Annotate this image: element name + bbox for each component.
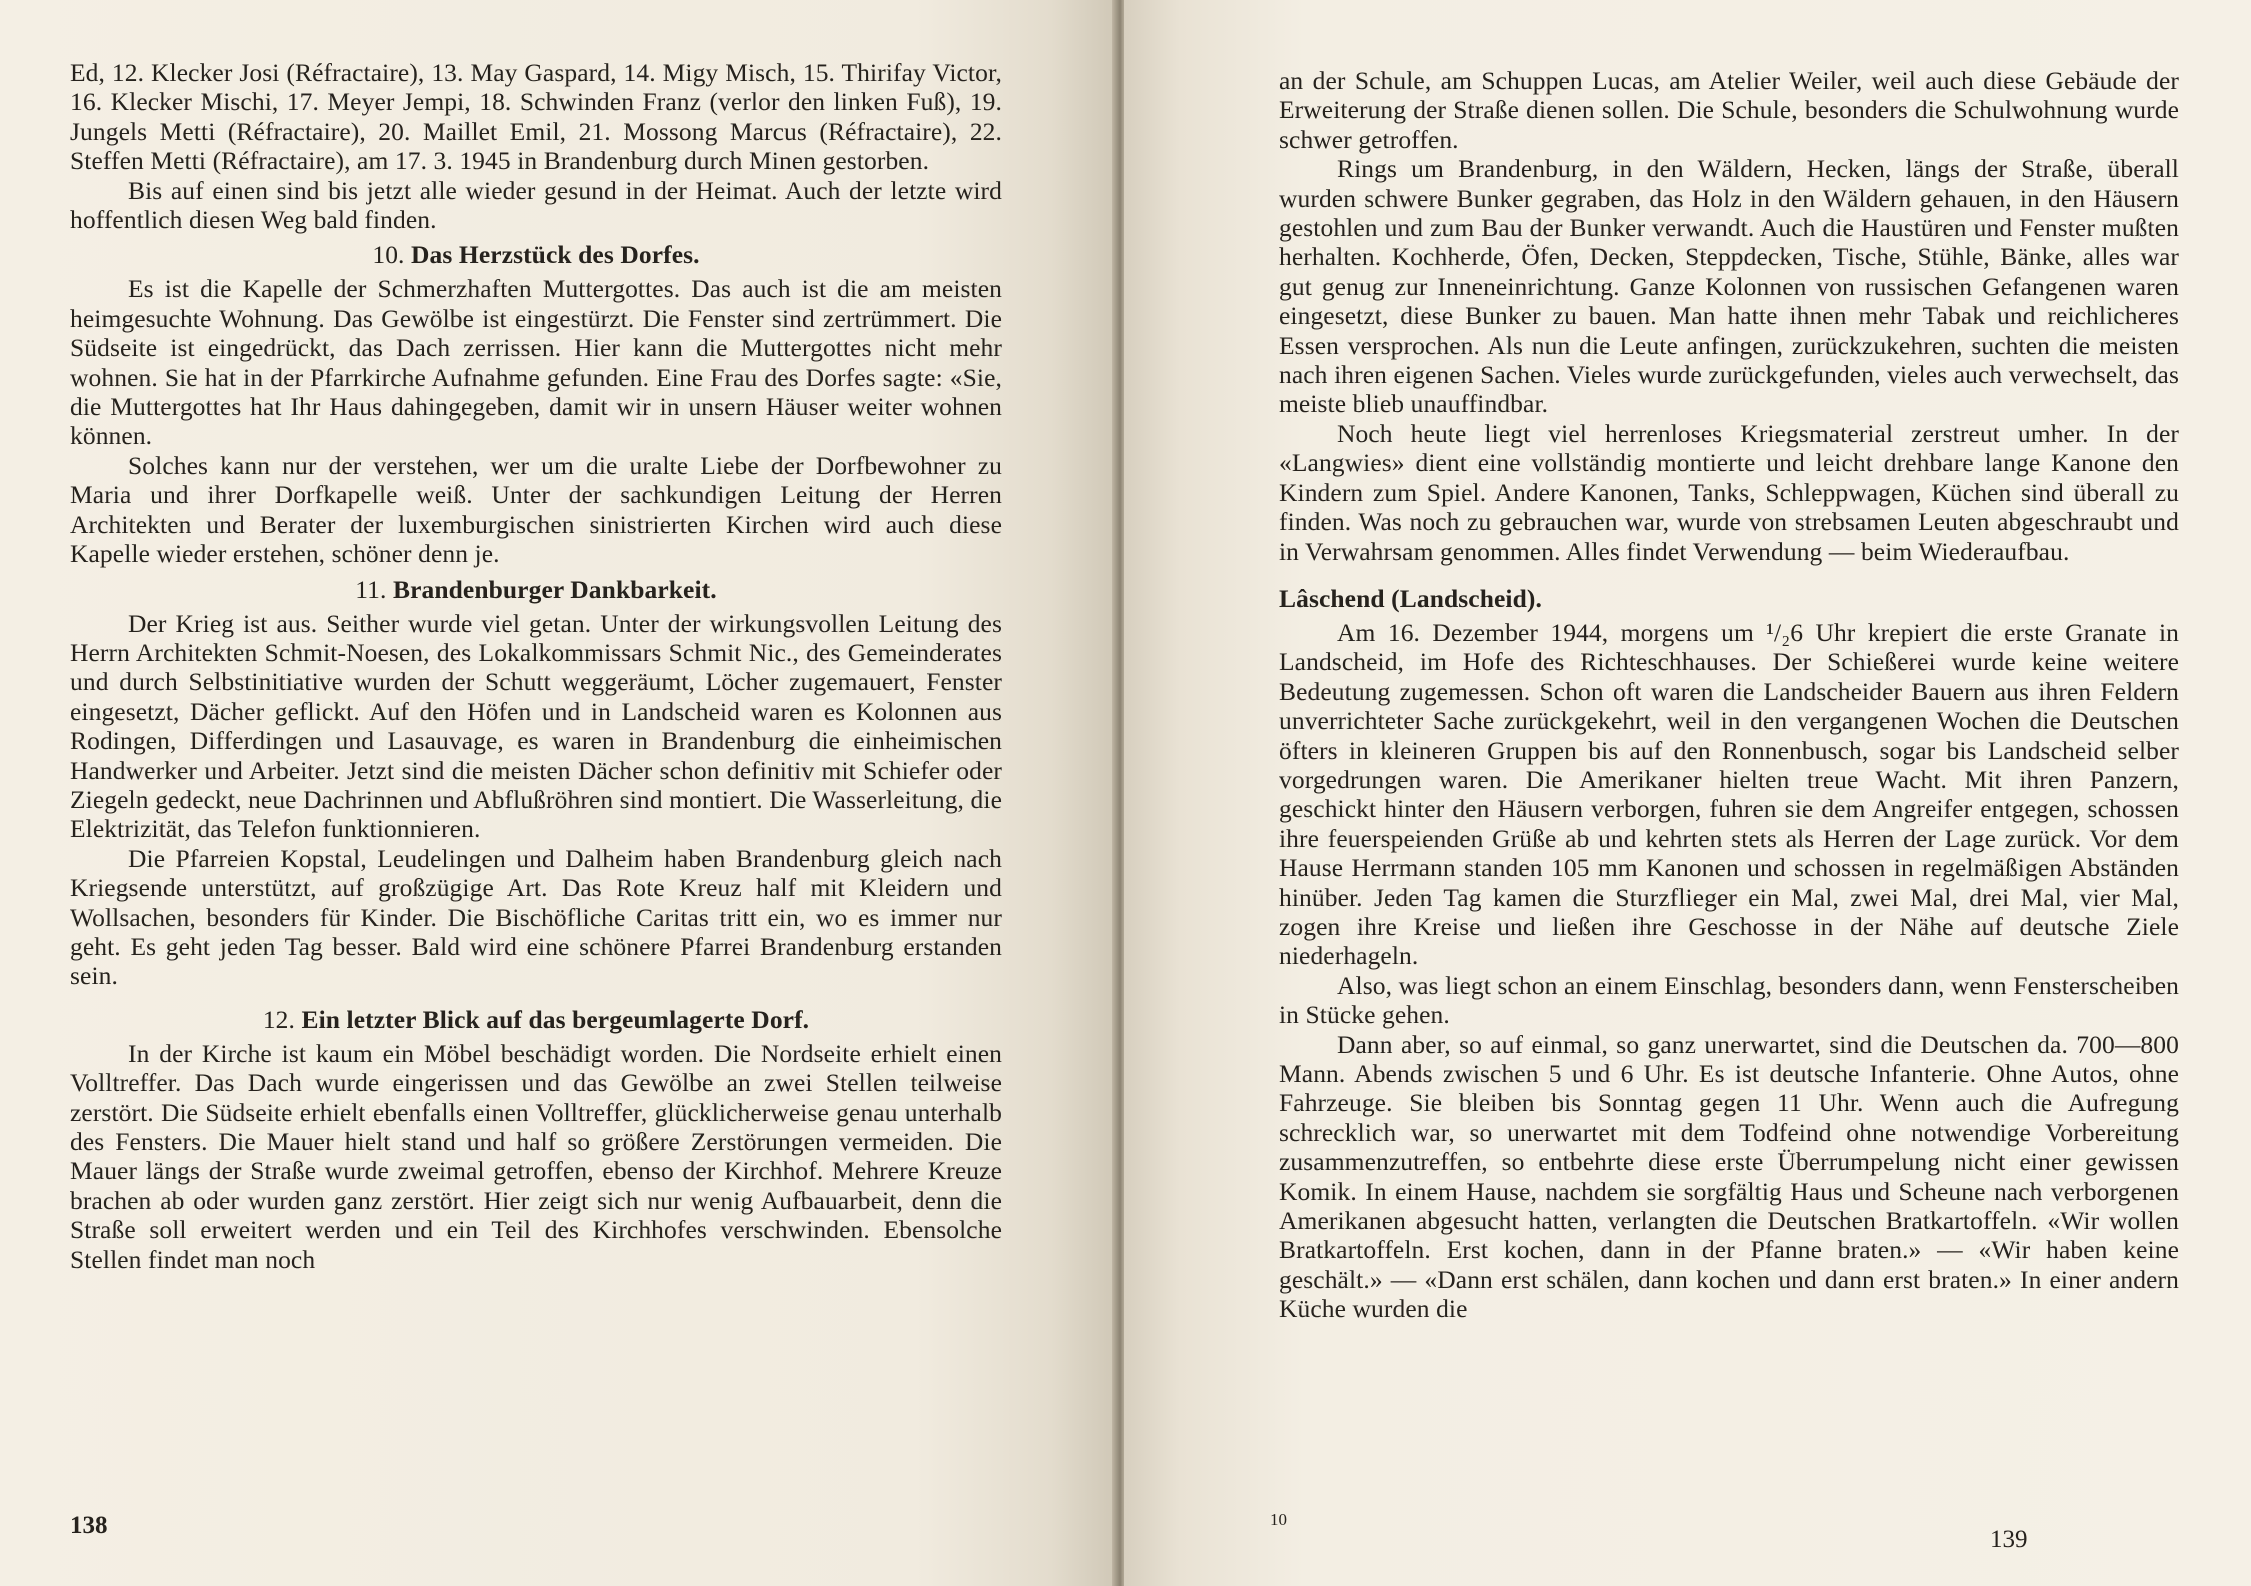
paragraph: Die Pfarreien Kopstal, Leudelingen und Dalheim haben Brandenburg gleich nach Kriegsende unterstützt, auf großzügige Art. Das Rote Kreuz half mit Kleidern und Wollsachen, besonders für Kinder. Die Bischöfliche Caritas tritt ein, wo es immer nur geht. Es geht jeden Tag besser. Bald wird eine schönere Pfarrei Brandenburg erstanden sein.	[70, 843, 1002, 991]
paragraph: Dann aber, so auf einmal, so ganz unerwartet, sind die Deutschen da. 700—800 Mann. Abends zwischen 5 und 6 Uhr. Es ist deutsche Infanterie. Ohne Autos, ohne Fahrzeuge. Sie bleiben bis Sonntag gegen 11 Uhr. Wenn auch die Aufregung schrecklich war, so unerwartet mit dem Todfeind ohne notwendige Vorbereitung zusammenzutreffen, so entbehrte diese erste Überrumpelung nicht einer gewissen Komik. In einem Hause, nachdem sie sorgfältig Haus und Scheune nach verborgenen Amerikanen abgesucht hatten, verlangten die Deutschen Bratkartoffeln. «Wir wollen Bratkartoffeln. Erst kochen, dann in der Pfanne braten.» — «Wir haben keine geschält.» — «Dann erst schälen, dann kochen und dann erst braten.» In einer andern Küche wurden die	[1279, 1029, 2179, 1324]
section-number: 12.	[262, 1004, 296, 1034]
section-number: 10.	[372, 240, 405, 270]
paragraph: Es ist die Kapelle der Schmerzhaften Muttergottes. Das auch ist die am meisten heimgesuchte Wohnung. Das Gewölbe ist eingestürzt. Die Fenster sind zertrümmert. Die Südseite ist eingedrückt, das Dach zerrissen. Hier kann die Muttergottes nicht mehr wohnen. Sie hat in der Pfarrkirche Aufnahme gefunden. Eine Frau des Dorfes sagte: «Sie, die Muttergottes hat Ihr Haus dahingegeben, damit wir in unsern Häuser weiter wohnen können.	[70, 274, 1002, 451]
paragraph: Bis auf einen sind bis jetzt alle wieder gesund in der Heimat. Auch der letzte wird hoffentlich diesen Weg bald finden.	[70, 175, 1002, 235]
section-heading-landscheid: Lâschend (Landscheid).	[1279, 583, 1542, 613]
paragraph: Noch heute liegt viel herrenloses Kriegsmaterial zerstreut umher. In der «Langwies» dient eine vollständig montierte und leicht drehbare lange Kanone den Kindern zum Spiel. Andere Kanonen, Tanks, Schleppwagen, Küchen sind überall zu finden. Was noch zu gebrauchen war, wurde von strebsamen Leuten abgeschraubt und in Verwahrsam genommen. Alles findet Verwendung — beim Wiederaufbau.	[1279, 418, 2179, 566]
section-title: Brandenburger Dankbarkeit.	[392, 574, 717, 604]
page-number-right: 139	[1990, 1526, 2028, 1553]
section-number: 11.	[355, 574, 387, 604]
left-page	[0, 0, 1118, 1586]
paragraph: an der Schule, am Schuppen Lucas, am Atelier Weiler, weil auch diese Gebäude der Erweiterung der Straße dienen sollen. Die Schule, besonders die Schulwohnung wurde schwer getroffen.	[1279, 66, 2179, 154]
page-number-left: 138	[70, 1512, 108, 1539]
section-title: Ein letzter Blick auf das bergeumlagerte Dorf.	[301, 1004, 810, 1034]
right-page	[1124, 0, 2251, 1586]
signature-mark: 10	[1270, 1510, 1287, 1529]
paragraph: Also, was liegt schon an einem Einschlag, besonders dann, wenn Fensterscheiben in Stücke gehen.	[1279, 970, 2179, 1030]
paragraph: Rings um Brandenburg, in den Wäldern, Hecken, längs der Straße, überall wurden schwere Bunker gegraben, das Holz in den Wäldern gehauen, in den Häusern gestohlen und zum Bau der Bunker verwandt. Auch die Haustüren und Fenster mußten herhalten. Kochherde, Öfen, Decken, Steppdecken, Tische, Stühle, Bänke, alles war gut genug zur Inneneinrichtung. Ganze Kolonnen von russischen Gefangenen waren eingesetzt, diese Bunker zu bauen. Man hatte ihnen mehr Tabak und reichlicheres Essen versprochen. Als nun die Leute anfingen, zurückzukehren, suchten die meisten nach ihren eigenen Sachen. Vieles wurde zurückgefunden, vieles auch verwechselt, das meiste blieb unauffindbar.	[1279, 154, 2179, 419]
section-title: Das Herzstück des Dorfes.	[411, 240, 700, 270]
paragraph: Ed, 12. Klecker Josi (Réfractaire), 13. May Gaspard, 14. Migy Misch, 15. Thirifay Victor, 16. Klecker Mischi, 17. Meyer Jempi, 18. Schwinden Franz (verlor den linken Fuß), 19. Jungels Metti (Réfractaire), 20. Maillet Emil, 21. Mossong Marcus (Réfractaire), 22. Steffen Metti (Réfractaire), am 17. 3. 1945 in Brandenburg durch Minen gestorben.	[70, 58, 1002, 176]
right-page-text	[1279, 66, 2179, 1324]
section-heading-12	[70, 1005, 1002, 1035]
section-heading-10	[70, 240, 1002, 270]
section-heading-11	[70, 575, 1002, 605]
paragraph: In der Kirche ist kaum ein Möbel beschädigt worden. Die Nordseite erhielt einen Volltreffer. Das Dach wurde eingerissen und das Gewölbe an zwei Stellen teilweise zerstört. Die Südseite erhielt ebenfalls einen Volltreffer, glücklicherweise genau unterhalb des Fensters. Die Mauer hielt stand und half so größere Zerstörungen vermeiden. Die Mauer längs der Straße wurde zweimal getroffen, ebenso der Kirchhof. Mehrere Kreuze brachen ab oder wurden ganz zerstört. Hier zeigt sich nur wenig Aufbauarbeit, denn die Straße soll erweitert werden und ein Teil des Kirchhofes verschwinden. Ebensolche Stellen findet man noch	[70, 1038, 1002, 1274]
paragraph: Solches kann nur der verstehen, wer um die uralte Liebe der Dorfbewohner zu Maria und ihrer Dorfkapelle weiß. Unter der sachkundigen Leitung der Herren Architekten und Berater der luxemburgischen sinistrierten Kirchen wird auch diese Kapelle wieder erstehen, schöner denn je.	[70, 450, 1002, 569]
paragraph: Der Krieg ist aus. Seither wurde viel getan. Unter der wirkungsvollen Leitung des Herrn Architekten Schmit-Noesen, des Lokalkommissars Schmit Nic., des Gemeinderates und durch Selbstinitiative wurden der Schutt weggeräumt, Löcher zugemauert, Fenster eingesetzt, Dächer geflickt. Auf den Höfen und in Landscheid waren es Kolonnen aus Rodingen, Differdingen und Lasauvage, es waren in Brandenburg die einheimischen Handwerker und Arbeiter. Jetzt sind die meisten Dächer schon definitiv mit Schiefer oder Ziegeln gedeckt, neue Dachrinnen und Abflußröhren sind montiert. Die Wasserleitung, die Elektrizität, das Telefon funktionnieren.	[70, 608, 1002, 844]
left-page-text	[70, 58, 1002, 1274]
paragraph: Am 16. Dezember 1944, morgens um ¹/₂6 Uhr krepiert die erste Granate in Landscheid, im Hofe des Richteschhauses. Der Schießerei wurde keine weitere Bedeutung zugemessen. Schon oft waren die Landscheider Bauern aus ihren Feldern unverrichteter Sache zurückgekehrt, weil in den vergangenen Wochen die Deutschen öfters in kleineren Gruppen bis auf den Ronnenbusch, sogar bis Landscheid selber vorgedrungen waren. Die Amerikaner hielten treue Wacht. Mit ihren Panzern, geschickt hinter den Häusern verborgen, fuhren sie dem Angreifer entgegen, schossen ihre feuerspeienden Grüße ab und kehrten stets als Herren der Lage zurück. Vor dem Hause Herrmann standen 105 mm Kanonen und schossen in regelmäßigen Abständen hinüber. Jeden Tag kamen die Sturzflieger ein Mal, zwei Mal, drei Mal, vier Mal, zogen ihre Kreise und ließen ihre Geschosse in der Nähe auf deutsche Ziele niederhageln.	[1279, 617, 2179, 971]
